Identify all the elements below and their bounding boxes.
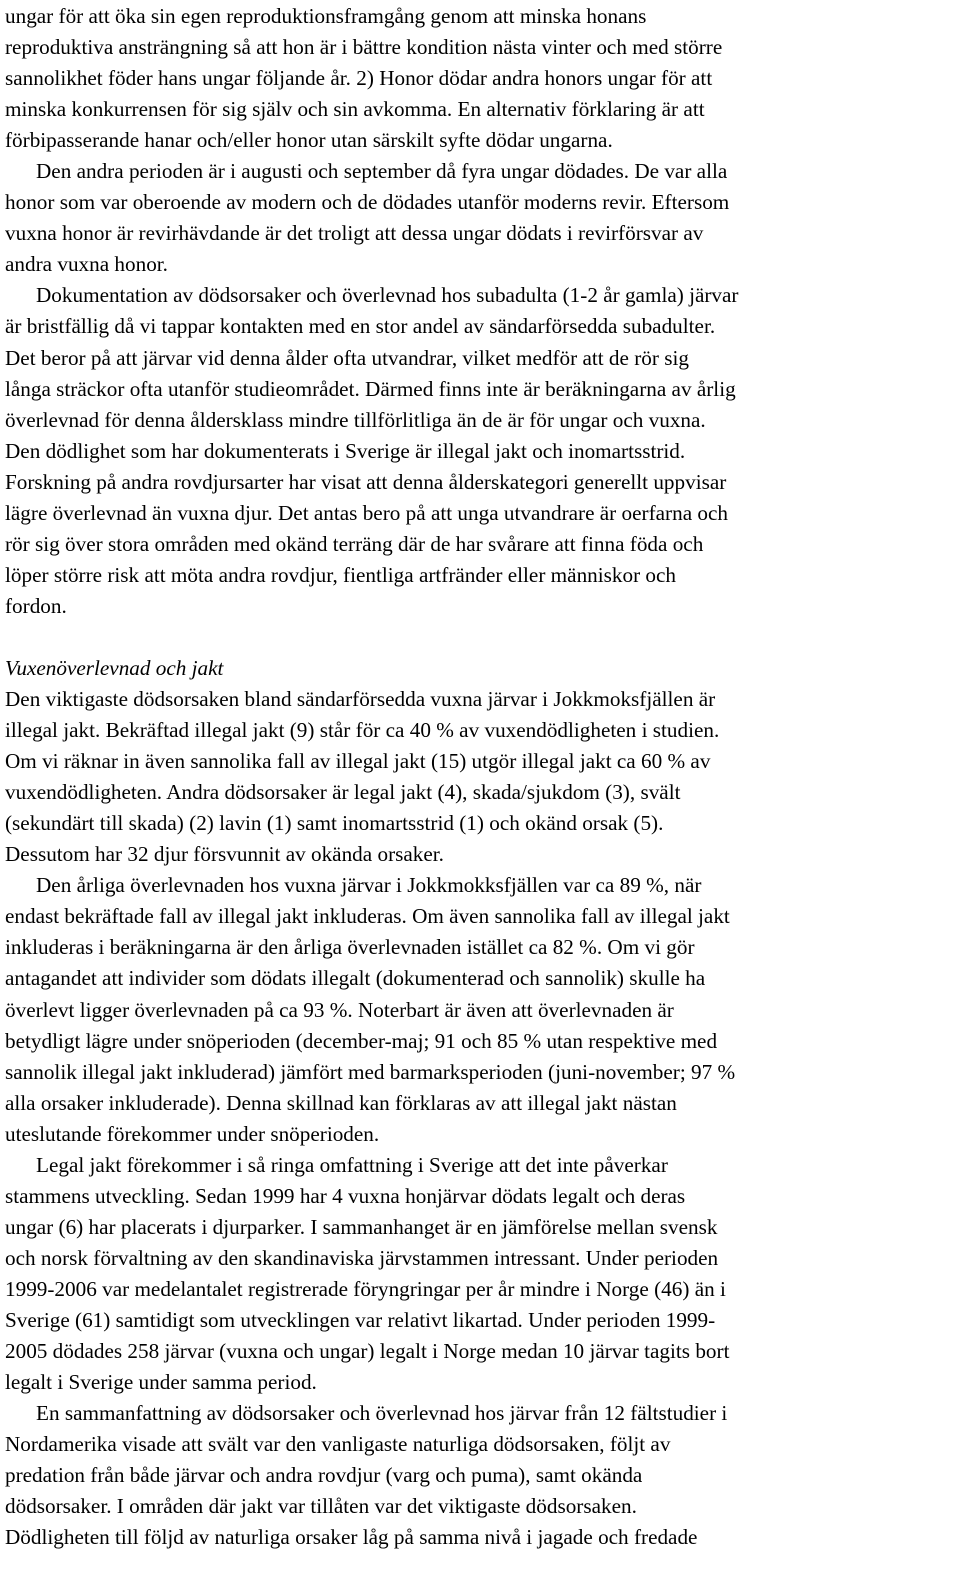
text-line: 2005 dödades 258 järvar (vuxna och ungar) legalt i Norge medan 10 järvar tagits bort [5,1339,730,1364]
text-line: alla orsaker inkluderade). Denna skillnad kan förklaras av att illegal jakt nästan [5,1090,677,1115]
text-line: legalt i Sverige under samma period. [5,1370,317,1395]
text-line: Dödligheten till följd av naturliga orsaker låg på samma nivå i jagade och fredade [5,1525,698,1550]
section-heading: Vuxenöverlevnad och jakt [5,655,224,680]
paragraph [5,1398,955,1553]
text-line: Den årliga överlevnaden hos vuxna järvar i Jokkmokksfjällen var ca 89 %, när [36,873,702,898]
text-line: (sekundärt till skada) (2) lavin (1) samt inomartsstrid (1) och okänd orsak (5). [5,811,664,836]
text-line: stammens utveckling. Sedan 1999 har 4 vuxna honjärvar dödats legalt och deras [5,1183,686,1208]
text-line: 1999-2006 var medelantalet registrerade föryngringar per år mindre i Norge (46) än i [5,1276,726,1301]
text-line: dödsorsaker. I områden där jakt var tillåten var det viktigaste dödsorsaken. [5,1494,637,1519]
text-line: Den andra perioden är i augusti och september då fyra ungar dödades. De var alla [36,159,728,184]
text-line: predation från både järvar och andra rovdjur (varg och puma), samt okända [5,1463,643,1488]
document-page [5,1,955,1553]
text-line: Om vi räknar in även sannolika fall av illegal jakt (15) utgör illegal jakt ca 60 % av [5,749,711,774]
text-line: inkluderas i beräkningarna är den årliga överlevnaden istället ca 82 %. Om vi gör [5,935,695,960]
paragraph [5,870,955,1149]
text-line: endast bekräftade fall av illegal jakt inkluderas. Om även sannolika fall av illegal jakt [5,904,730,929]
text-line: Sverige (61) samtidigt som utvecklingen var relativt likartad. Under perioden 1999- [5,1307,716,1332]
text-line: uteslutande förekommer under snöperioden. [5,1121,380,1146]
text-line: lägre överlevnad än vuxna djur. Det antas bero på att unga utvandrare är oerfarna och [5,500,728,525]
text-line: En sammanfattning av dödsorsaker och överlevnad hos järvar från 12 fältstudier i [36,1401,728,1426]
text-line: Den dödlighet som har dokumenterats i Sverige är illegal jakt och inomartsstrid. [5,438,686,463]
text-line: ungar för att öka sin egen reproduktionsframgång genom att minska honans [5,4,647,28]
text-line: honor som var oberoende av modern och de dödades utanför moderns revir. Eftersom [5,190,730,215]
text-line: överlevt ligger överlevnaden på ca 93 %. Noterbart är även att överlevnaden är [5,997,674,1022]
text-line: Det beror på att järvar vid denna ålder ofta utvandrar, vilket medför att de rör sig [5,345,689,370]
text-line: överlevnad för denna åldersklass mindre tillförlitliga än de är för ungar och vuxna. [5,407,706,432]
text-line: ungar (6) har placerats i djurparker. I sammanhanget är en jämförelse mellan svensk [5,1214,718,1239]
text-line: sannolik illegal jakt inkluderad) jämfört med barmarksperioden (juni-november; 97 % [5,1059,736,1084]
paragraph [5,280,955,622]
text-line: andra vuxna honor. [5,252,168,277]
text-line: sannolikhet föder hans ungar följande år. 2) Honor dödar andra honors ungar för att [5,66,713,91]
paragraph [5,1150,955,1398]
text-line: långa sträckor ofta utanför studieområdet. Därmed finns inte är beräkningarna av årlig [5,376,736,401]
text-line: rör sig över stora områden med okänd terräng där de har svårare att finna föda och [5,531,704,556]
text-line: betydligt lägre under snöperioden (december-maj; 91 och 85 % utan respektive med [5,1028,718,1053]
text-line: Forskning på andra rovdjursarter har visat att denna ålderskategori generellt uppvisar [5,469,727,494]
text-line: Dokumentation av dödsorsaker och överlevnad hos subadulta (1-2 år gamla) järvar [36,283,739,308]
paragraph [5,1,955,156]
text-line: fordon. [5,593,67,618]
text-line: illegal jakt. Bekräftad illegal jakt (9) står för ca 40 % av vuxendödligheten i studien. [5,718,720,743]
text-line: Nordamerika visade att svält var den vanligaste naturliga dödsorsaken, följt av [5,1432,671,1457]
text-line: reproduktiva ansträngning så att hon är i bättre kondition nästa vinter och med större [5,35,723,60]
text-line: antagandet att individer som dödats illegalt (dokumenterad och sannolik) skulle ha [5,966,706,991]
text-line: och norsk förvaltning av den skandinaviska järvstammen intressant. Under perioden [5,1245,719,1270]
blank-line [5,622,955,653]
paragraph [5,684,955,870]
text-line: vuxendödligheten. Andra dödsorsaker är legal jakt (4), skada/sjukdom (3), svält [5,780,681,805]
text-line: Legal jakt förekommer i så ringa omfattning i Sverige att det inte påverkar [36,1152,668,1177]
text-line: förbipasserande hanar och/eller honor utan särskilt syfte dödar ungarna. [5,128,613,153]
text-line: minska konkurrensen för sig själv och sin avkomma. En alternativ förklaring är att [5,97,705,122]
text-line: är bristfällig då vi tappar kontakten med en stor andel av sändarförsedda subadulter. [5,314,716,339]
text-line: löper större risk att möta andra rovdjur, fientliga artfränder eller människor och [5,562,677,587]
paragraph [5,156,955,280]
text-line: Dessutom har 32 djur försvunnit av okända orsaker. [5,842,444,867]
text-line: Den viktigaste dödsorsaken bland sändarförsedda vuxna järvar i Jokkmoksfjällen är [5,687,716,712]
text-line: vuxna honor är revirhävdande är det troligt att dessa ungar dödats i revirförsvar av [5,221,704,246]
